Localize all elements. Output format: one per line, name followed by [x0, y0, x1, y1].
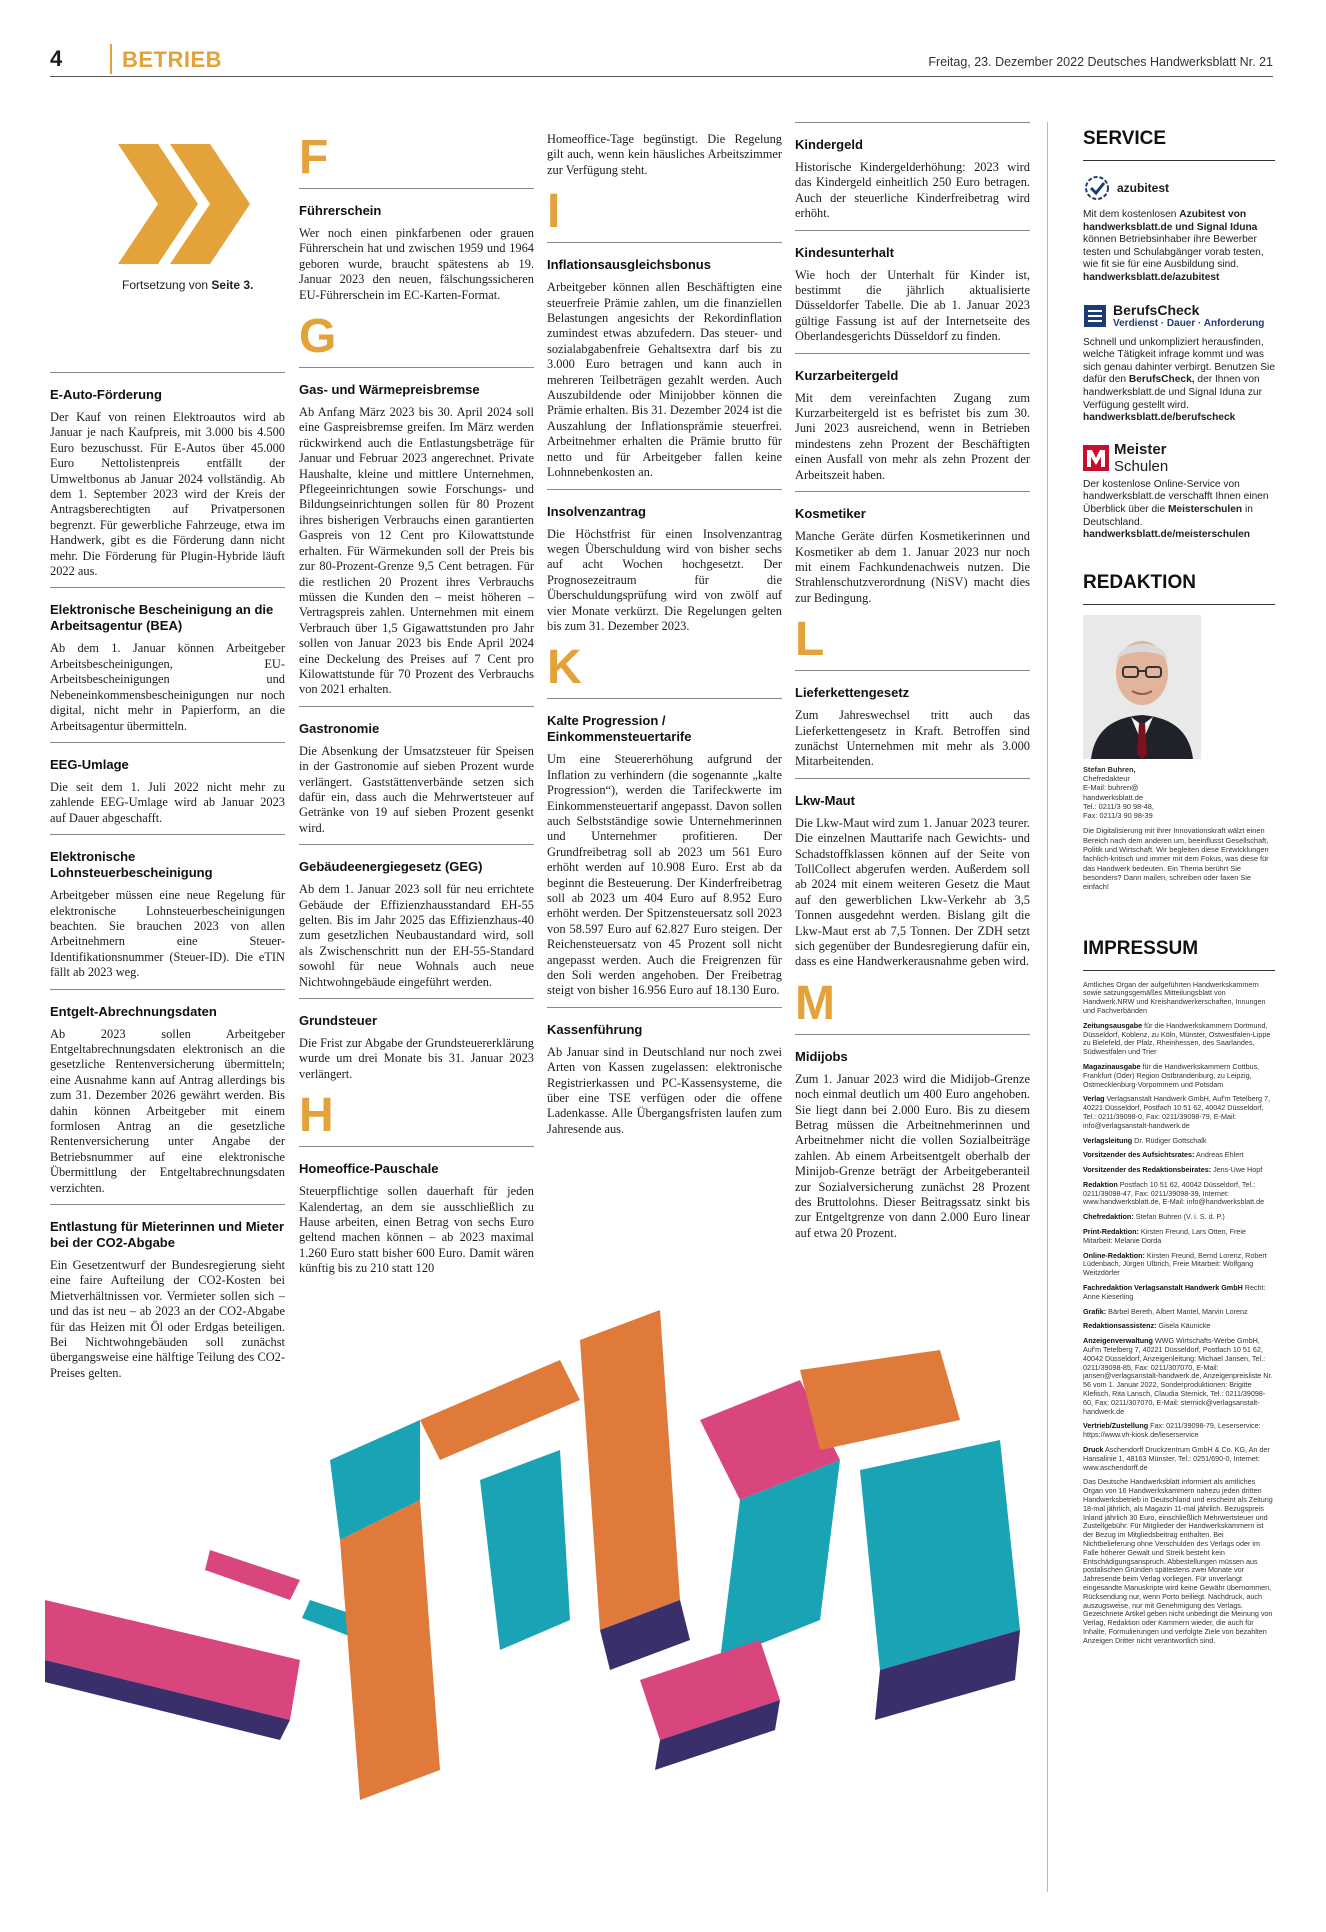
article-heading: Kassenführung	[547, 1021, 643, 1037]
meisterschulen-logo	[1083, 441, 1275, 475]
article-body: Steuerpflichtige sollen dauerhaft für jeden Kalendertag, an dem sie ausschließlich zu Hause arbeiten, einen Betrag von sechs Euro geltend machen können – ab 2023 maximal 1.260 Euro statt bisher 600 Euro. Damit wären künftig bis zu 210 statt 120	[299, 1184, 534, 1276]
editor-note: Die Digitalisierung mit ihrer Innovationskraft wälzt einen Bereich nach dem anderen um, beeinflusst Gesellschaft, Politik und Wirtschaft. Wir begleiten diese Entwicklungen fachlich-kritisch und immer mit dem Fokus, was diese für das Handwerk bedeuten. Ein Thema berührt Sie besonders? Dann mailen, schreiben oder faxen Sie einfach!	[1083, 826, 1269, 892]
impressum-block: Print-Redaktion: Kirsten Freund, Lars Otten, Freie Mitarbeit: Melanie Dorda	[1083, 1227, 1246, 1245]
article-body: Arbeitgeber können allen Beschäftigten eine steuerfreie Prämie zahlen, um die finanziellen Belastungen angesichts der Rekordinflation zumindest etwas abzufedern. Das steuer- und sozialabgabenfreie Gehaltsextra darf bis zu 3.000 Euro betragen und kann auch in mehreren Teilbeträgen gezahlt werden. Auch Auszubildende oder Minijobber können die Prämie erhalten. Bis 31. Dezember 2024 ist die Auszahlung der Inflationsprämie steuerfrei. Arbeitnehmer erhalten die Prämie brutto für netto und für Arbeitgeber fallen keine Lohnnebenkosten an.	[547, 280, 782, 480]
article-rule	[299, 844, 534, 845]
impressum-block: Vorsitzender des Redaktionsbeirates: Jens-Uwe Hopf	[1083, 1165, 1263, 1175]
article-rule	[50, 834, 285, 835]
service-rule	[1083, 160, 1275, 161]
article-body: Die Höchstfrist für einen Insolvenzantrag wegen Überschuldung wird von bisher sechs auf acht Wochen hochgesetzt. Der Prognosezeitraum für die Überschuldungsprüfung wird von zwölf auf vier Monate verkürzt. Die Regelungen gelten bis zum 31. Dezember 2023.	[547, 526, 782, 633]
article-body: Die Frist zur Abgabe der Grundsteuererklärung wurde um drei Monate bis 31. Januar 2023 verlängert.	[299, 1036, 534, 1081]
article-body: Mit dem vereinfachten Zugang zum Kurzarbeitergeld ist es befristet bis zum 30. Juni 2023 ausreichend, wenn in Betrieben mindestens zehn Prozent der Beschäftigten einen Ausfall von mehr als zehn Prozent der Arbeitszeit haben.	[795, 390, 1030, 482]
header-rule	[50, 76, 1273, 77]
redaktion-rule	[1083, 604, 1275, 605]
alphabet-letter: L	[795, 613, 825, 667]
article-body: Ab dem 1. Januar können Arbeitgeber Arbeitsbescheinigungen, EU-Arbeitsbescheinigungen und Nebeneinkommensbescheinigungen nur noch digital, nicht mehr in Papierform, an die Arbeitsagentur übermitteln.	[50, 641, 285, 733]
article-body: Manche Geräte dürfen Kosmetikerinnen und Kosmetiker ab dem 1. Januar 2023 nur noch mit einem Fachkundenachweis nutzen. Die Strahlenschutzverordnung (NiSV) macht dies zur Bedingung.	[795, 529, 1030, 605]
article-heading: Gastronomie	[299, 720, 380, 736]
sidebar	[1083, 128, 1275, 1652]
impressum-block: Amtliches Organ der aufgeführten Handwerkskammern sowie satzungsgemäßes Mitteilungsblatt von Handwerk.NRW und Kreishandwerkerschaften, Innungen und Fachverbänden	[1083, 979, 1266, 1015]
article-body: Wer noch einen pinkfarbenen oder grauen Führerschein hat und zwischen 1959 und 1964 geboren wurde, braucht spätestens ab 19. Januar 2023 den neuen, fälschungssicheren EU-Führerschein im EC-Karten-Format.	[299, 226, 534, 302]
berufscheck-logo-text: BerufsCheck Verdienst · Dauer · Anforderung	[1113, 302, 1265, 330]
article-rule	[299, 1146, 534, 1147]
impressum-block: Magazinausgabe für die Handwerkskammern Cottbus, Frankfurt (Oder) Region Ostbrandenburg, zu Leipzig, Ostmecklenburg-Vorpommern und Potsdam	[1083, 1061, 1260, 1089]
article-body: Ab Januar sind in Deutschland nur noch zwei Arten von Kassen zugelassen: elektronische Registrierkassen und PC-Kassensysteme, die über eine TSE verfügen oder die offene Ladenkasse. Alle Übergangsfristen laufen zum Jahresende aus.	[547, 1044, 782, 1136]
article-heading: Kalte Progression / Einkommensteuertarife	[547, 713, 692, 745]
impressum-block: Verlag Verlagsanstalt Handwerk GmbH, Auf'm Tetelberg 7, 40221 Düsseldorf, Postfach 10 51 62, 40042 Düsseldorf, Tel.: 0211/39098-0, Fax: 0211/39098-79, E-Mail: info@verlagsanstalt-handwerk.de	[1083, 1094, 1271, 1130]
article-heading: Kindergeld	[795, 137, 863, 152]
meister-m-icon	[1083, 445, 1109, 471]
article-heading: Kosmetiker	[795, 506, 866, 522]
article-body: Arbeitgeber müssen eine neue Regelung für elektronische Lohnsteuerbescheinigungen beachten. Sie brauchen 2023 von allen Arbeitnehmern eine Steuer-Identifikationsnummer (Steuer-ID). Die eTIN fällt ab 2023 weg.	[50, 888, 285, 980]
article-rule	[795, 778, 1030, 779]
editor-info: Stefan Buhren, Chefredakteur E-Mail: buhren@ handwerksblatt.de Tel.: 0211/3 90 98-48, Fax: 0211/3 90 98-39	[1083, 764, 1154, 821]
article-body: Die seit dem 1. Juli 2022 nicht mehr zu zahlende EEG-Umlage wird ab Januar 2023 auf Dauer abgeschafft.	[50, 779, 285, 825]
alphabet-letter: K	[547, 641, 582, 695]
impressum-title: IMPRESSUM	[1083, 937, 1199, 959]
article-body: Zum 1. Januar 2023 wird die Midijob-Grenze noch einmal deutlich um 400 Euro angehoben. Sie liegt dann bei 2.000 Euro. Bis zu diesem Betrag müssen die Arbeitnehmerinnen und Arbeitnehmer nicht die vollen Sozialbeiträge zahlen. Ab einem Arbeitsentgelt oberhalb der Minijob-Grenze beträgt der Arbeitgeberanteil zur Sozialversicherung zunächst 28 Prozent des Bruttolohns. Dieser Beitragssatz sinkt bis zur Entgeltgrenze von dann 2.000 Euro linear auf etwa 20 Prozent.	[795, 1071, 1030, 1240]
article-rule	[547, 489, 782, 490]
alphabet-letter: I	[547, 185, 561, 239]
article-heading: Lkw-Maut	[795, 792, 855, 808]
col2-articles	[299, 132, 534, 1277]
impressum-block: Fachredaktion Verlagsanstalt Handwerk GmbH Recht: Anne Kieserling	[1083, 1283, 1266, 1301]
article-heading: Elektronische Bescheinigung an die Arbeitsagentur (BEA)	[50, 602, 274, 634]
service-title: SERVICE	[1083, 128, 1167, 149]
azubitest-logo	[1083, 171, 1275, 205]
article-heading: EEG-Umlage	[50, 756, 129, 772]
article-rule	[795, 230, 1030, 231]
article-body: Ab 2023 sollen Arbeitgeber Entgeltabrechnungsdaten elektronisch an die gesetzliche Rentenversicherung übermitteln; eine Ausnahme kann auf Antrag allerdings bis zum 31. Dezember 2026 gewährt werden. Bis dahin können Arbeitgeber mit einem formlosen Antrag an die gesetzliche Rentenversicherung unter Angabe der Betriebsnummer auf eine elektronische Übermittlung der Entgeltabrechnungsdaten verzichten.	[50, 1026, 285, 1195]
alphabet-letter: F	[299, 131, 329, 184]
article-rule	[299, 367, 534, 368]
article-rule	[50, 587, 285, 588]
article-body: Zum Jahreswechsel tritt auch das Lieferkettengesetz in Kraft. Betroffen sind zunächst Unternehmen mit mehr als 3.000 Mitarbeitenden.	[795, 708, 1030, 769]
article-heading: Entlastung für Mieterinnen und Mieter bei der CO2-Abgabe	[50, 1219, 285, 1251]
article-body: Die Absenkung der Umsatzsteuer für Speisen in der Gastronomie auf sieben Prozent wurde verlängert. Gaststättenverbände setzen sich dafür ein, dass auch die Mehrwertsteuer auf Getränke von 19 auf sieben Prozent gesenkt wird.	[299, 743, 534, 835]
berufscheck-logo	[1083, 299, 1275, 333]
article-body: Der Kauf von reinen Elektroautos wird ab Januar je nach Kaufpreis, mit 3.000 bis 4.500 Euro bezuschusst. Für E-Autos über 45.000 Euro Nettolistenpreis entfällt der Umweltbonus ab Januar 2024 vollständig. Ab dem 1. September 2023 wird der Kreis der Antragsberechtigten auf Privatpersonen begrenzt. Für gewerbliche Fahrzeuge, etwa im Handwerk, gibt es die Förderung dann nicht mehr. Die Förderung für Plugin-Hybride läuft 2022 aus.	[50, 410, 285, 579]
article-rule	[50, 1204, 285, 1205]
impressum-block: Redaktion Postfach 10 51 62, 40042 Düsseldorf, Tel.: 0211/39098-47, Fax: 0211/39098-39, Internet: www.handwerksblatt.de, E-Mail: info@handwerksblatt.de	[1083, 1179, 1265, 1207]
article-body: Um eine Steuererhöhung aufgrund der Inflation zu verhindern (die sogenannte „kalte Progression“), werden die Tarifeckwerte im Einkommensteuertarif angepasst. Davon sollen auch Selbstständige sowie Unternehmerinnen und Unternehmer profitieren. Der Grundfreibetrag soll ab 2023 um 561 Euro erhöht werden auf 10.908 Euro. Erst ab da beginnt die Besteuerung. Der Kinderfreibetrag soll ab 2023 um 404 Euro auf 8.952 Euro erhöht werden. Der Spitzensteuersatz soll 2023 von 58.597 Euro auf 62.827 Euro steigen. Der Reichensteuersatz von 45 Prozent soll nicht angepasst werden. Auch die Freigrenzen für den Soli werden angehoben. Der Freibetrag steigt von bisher 16.956 Euro auf 18.130 Euro.	[547, 752, 782, 998]
meisterschulen-link[interactable]: handwerksblatt.de/meisterschulen	[1083, 529, 1251, 541]
col4-articles	[795, 122, 1030, 1241]
article-body: Wie hoch der Unterhalt für Kinder ist, bestimmt die jährlich aktualisierte Düsseldorfer Tabelle. Die ab 1. Januar 2023 gültige Fassung ist auf der Internetseite des Oberlandesgerichts Düsseldorf zu finden.	[795, 267, 1030, 344]
impressum-block: Druck Aschendorff Druckzentrum GmbH & Co. KG, An der Hansalinie 1, 48163 Münster, Tel.: 0251/690-0, Internet: www.aschendorff.de	[1083, 1445, 1270, 1472]
impressum-block: Vorsitzender des Aufsichtsrates: Andreas Ehlert	[1083, 1150, 1244, 1160]
page-header	[50, 44, 1273, 78]
article-rule	[299, 706, 534, 707]
article-body: Ein Gesetzentwurf der Bundesregierung sieht eine faire Aufteilung der CO2-Kosten bei Mietverhältnissen vor. Vermieter sollen sich – und das ist neu – ab 2023 an der CO2-Abgabe für das Heizen mit Öl oder Erdgas beteiligen. Bei Nichtwohngebäuden soll zunächst übergangsweise eine hälftige Teilung des CO2-Preises gelten.	[50, 1258, 285, 1380]
article-rule	[299, 998, 534, 999]
impressum-block: Anzeigenverwaltung WWG Wirtschafts-Werbe GmbH, Auf'm Tetelberg 7, 40221 Düsseldorf, Postfach 10 51 62, 40042 Düsseldorf, Anzeigenleitung: Michael Jansen, Tel.: 0211/39098-85, Fax: 0211/307070, E-Mail: jansen@verlagsanstalt-handwerk.de, Anzeigenpreisliste Nr. 56 vom 1. Januar 2022, Sonderproduktionen: Brigitte Klefisch, Rita Lansch, Claudia Sternick, Tel.: 0211/39098-60, Fax: 0211/307070, E-Mail: sternick@verlagsanstalt-handwerk.de	[1083, 1336, 1273, 1416]
redaktion-title: REDAKTION	[1083, 571, 1196, 593]
article-heading: Gebäudeenergiegesetz (GEG)	[299, 859, 483, 875]
berufscheck-link[interactable]: handwerksblatt.de/berufscheck	[1083, 412, 1236, 424]
section-title: BETRIEB	[122, 47, 223, 72]
year-2023-illustration	[40, 1300, 1070, 1800]
impressum-block: Zeitungsausgabe für die Handwerkskammern Dortmund, Düsseldorf, Koblenz, zu Köln, Münster, Ostwestfalen-Lippe zu Bielefeld, der Pfalz, Rheinhessen, des Saarlandes, Südwestfalen und Trier	[1083, 1020, 1271, 1057]
article-heading: Lieferkettengesetz	[795, 685, 910, 701]
article-rule	[50, 989, 285, 990]
berufscheck-text: Schnell und unkompliziert herausfinden, welche Tätigkeit infrage kommt und was sich genau dahinter verbirgt. Benutzen Sie dafür den BerufsCheck, der Ihnen von handwerksblatt.de und Signal Iduna zur Verfügung gestellt wird. handwerksblatt.de/berufscheck	[1083, 336, 1275, 424]
article-heading: Homeoffice-Pauschale	[299, 1161, 439, 1177]
impressum-rule	[1083, 970, 1275, 971]
article-rule	[299, 188, 534, 189]
article-heading: Kindesunterhalt	[795, 244, 894, 260]
continuation-note: Fortsetzung von Seite 3.	[122, 278, 254, 292]
article-body: Ab dem 1. Januar 2023 soll für neu errichtete Gebäude der Effizienzhausstandard EH-55 gelten. Bis im Jahr 2025 das Effizienzhaus-40 zum gesetzlichen Neubaustandard wird, soll als Zwischenschritt nun der EH-55-Standard sowohl für neue Wohnals auch neue Nichtwohngebäude eingeführt werden.	[299, 882, 534, 989]
column-3	[547, 132, 782, 1145]
impressum-block: Chefredaktion: Stefan Buhren (V. i. S. d. P.)	[1083, 1212, 1225, 1222]
col3-lead: Homeoffice-Tage begünstigt. Die Regelung gilt auch, wenn kein häusliches Arbeitszimmer zur Verfügung steht.	[547, 132, 782, 177]
article-heading: Gas- und Wärmepreisbremse	[299, 382, 480, 398]
meisterschulen-logo-text: Meister Schulen	[1114, 440, 1169, 475]
impressum-block: Vertrieb/Zustellung Fax: 0211/39098-79, Leserservice: https://www.vh-kiosk.de/leserservice	[1083, 1421, 1261, 1440]
article-body: Die Lkw-Maut wird zum 1. Januar 2023 teurer. Die einzelnen Mauttarife nach Gewichts- und Schadstoffklassen können auf der Seite von TollCollect abgerufen werden. Außerdem soll ab 2024 mit einem weiteren Gesetz die Maut auf den gewerblichen Lkw-Verkehr ab 3,5 Tonnen ausgedehnt werden. Bislang gilt die Lkw-Maut erst ab 7,5 Tonnen. Der ZDH setzt sich gegenüber der Bundesregierung dafür ein, dass es eine Handwerkerausnahme geben wird.	[795, 815, 1030, 969]
article-rule	[795, 670, 1030, 671]
article-rule	[795, 491, 1030, 492]
azubitest-text: Mit dem kostenlosen Azubitest von handwerksblatt.de und Signal Iduna können Betriebsinhaber ihre Bewerber testen und Schulabgänger vorab testen, wie fit sie für eine Ausbildung sind. handwerksblatt.de/azubitest	[1083, 209, 1264, 283]
col1-articles	[50, 372, 285, 1381]
article-heading: Kurzarbeitergeld	[795, 367, 899, 383]
alphabet-letter: H	[299, 1089, 334, 1143]
header-divider	[110, 44, 112, 74]
meisterschulen-text: Der kostenlose Online-Service von handwerksblatt.de verschafft Ihnen einen Überblick über die Meisterschulen in Deutschland. handwerksblatt.de/meisterschulen	[1083, 478, 1269, 541]
issue-meta: Freitag, 23. Dezember 2022 Deutsches Handwerksblatt Nr. 21	[928, 55, 1273, 69]
page-number: 4	[50, 46, 63, 71]
article-heading: E-Auto-Förderung	[50, 387, 162, 402]
impressum-block: Grafik: Bärbel Bereth, Albert Mantel, Marvin Lorenz	[1083, 1306, 1248, 1316]
article-rule	[50, 742, 285, 743]
editor-name: Stefan Buhren,	[1083, 764, 1136, 774]
sidebar-divider	[1047, 122, 1048, 1892]
column-1	[50, 128, 285, 1389]
article-heading: Führerschein	[299, 203, 382, 218]
col3-articles	[547, 186, 782, 1137]
article-rule	[795, 1034, 1030, 1035]
column-4	[795, 122, 1030, 1249]
impressum-block: Das Deutsche Handwerksblatt informiert als amtliches Organ von 16 Handwerkskammern nahezu jeden dritten Handwerksbetrieb in Deutschland und erscheint als Zeitung 18-mal jährlich, als Magazin 11-mal jährlich. Bezugspreis Inland jährlich 30 Euro, einschließlich Mehrwertsteuer und Zustellgebühr. Für Mitglieder der Handwerkskammern ist der Bezug im Mitgliedsbeitrag enthalten. Bei Nichtbelieferung ohne Verschulden des Verlags oder im Falle höherer Gewalt und Streik besteht kein Entschädigungsanspruch. Abbestellungen müssen aus postalischen Gründen spätestens zwei Monate vor Jahresende beim Verlag vorliegen. Für unverlangt eingesandte Manuskripte wird keine Gewähr übernommen, Rücksendung nur, wenn Porto beiliegt. Nachdruck, auch auszugsweise, nur mit Genehmigung des Verlags. Gezeichnete Artikel geben nicht unbedingt die Meinung von Verlag, Redaktion oder Kammern wieder, die auch für Inhalte, Formulierungen und verfolgte Ziele von bezahlten Anzeigen Dritter nicht verantwortlich sind.	[1083, 1477, 1273, 1645]
list-icon	[1083, 304, 1107, 328]
article-rule	[795, 353, 1030, 354]
article-heading: Grundsteuer	[299, 1013, 378, 1029]
impressum-body	[1083, 981, 1275, 1646]
azubitest-logo-text: azubitest	[1117, 181, 1170, 195]
check-badge-icon	[1083, 174, 1111, 202]
article-heading: Elektronische Lohnsteuerbescheinigung	[50, 849, 213, 881]
chevron-arrows-icon	[118, 134, 258, 274]
article-rule	[547, 242, 782, 243]
article-body: Historische Kindergelderhöhung: 2023 wird das Kindergeld einheitlich 250 Euro betragen. Auch der steuerliche Kinderfreibetrag wird erhöht.	[795, 160, 1030, 221]
article-rule	[547, 698, 782, 699]
column-2	[299, 128, 534, 1285]
article-heading: Inflationsausgleichsbonus	[547, 257, 711, 273]
impressum-block: Redaktionsassistenz: Gisela Käunicke	[1083, 1321, 1211, 1331]
impressum-block: Verlagsleitung Dr. Rüdiger Gottschalk	[1083, 1135, 1207, 1145]
article-heading: Entgelt-Abrechnungsdaten	[50, 1003, 217, 1019]
article-rule	[795, 122, 1030, 123]
article-rule	[50, 372, 285, 373]
alphabet-letter: G	[299, 310, 337, 364]
alphabet-letter: M	[795, 976, 835, 1030]
article-heading: Midijobs	[795, 1048, 848, 1064]
azubitest-link[interactable]: handwerksblatt.de/azubitest	[1083, 271, 1220, 283]
impressum-block: Online-Redaktion: Kirsten Freund, Bernd Lorenz, Robert Lüdenbach, Jürgen Ulbrich, Freie Mitarbeit: Wolfgang Weitzdörfer	[1083, 1250, 1267, 1278]
article-heading: Insolvenzantrag	[547, 503, 646, 519]
article-rule	[547, 1007, 782, 1008]
article-body: Ab Anfang März 2023 bis 30. April 2024 soll eine Gaspreisbremse greifen. Im März werden rückwirkend auch die Entlastungsbeträge für Januar und Februar 2023 angerechnet. Private Haushalte, kleine und mittlere Unternehmen, Pflegeeinrichtungen sowie Forschungs- und Bildungseinrichtungen sollen für 80 Prozent ihres bisherigen Verbrauchs einen garantierten Gaspreis von 12 Cent pro Kilowattstunde erhalten. Für Wärmekunden soll der Preis bis zur 80-Prozent-Grenze 9,5 Cent betragen. Für die restlichen 20 Prozent ihres Verbrauchs müssen die Kunden den – meist höheren – Vertragspreis zahlen. Unternehmen mit einem Verbrauch über 1,5 Gigawattstunden pro Jahr sollen von Januar 2023 bis Ende April 2024 eine Deckelung des Preises auf 7 Cent pro Kilowattstunde für 70 Prozent des Verbrauchs von 2021 erhalten.	[299, 405, 534, 697]
editor-portrait	[1083, 615, 1201, 759]
